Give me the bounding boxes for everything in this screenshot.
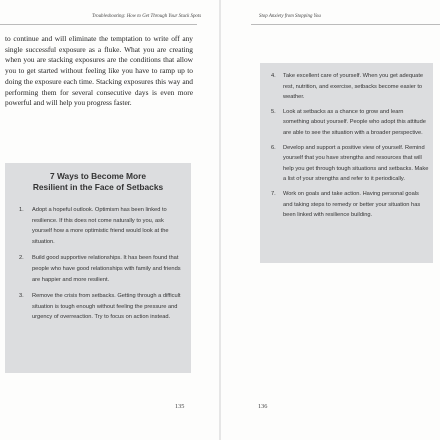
running-head: Troubleshooting: How to Get Through Your Stuck Spots [92, 14, 202, 19]
tip-text: Build good supportive relationships. It has been found that people who have good relationships with family and friends are happier and more resilient. [32, 255, 181, 283]
box-title [5, 163, 191, 192]
sidebar-box [5, 163, 191, 373]
tip-text: Work on goals and take action. Having personal goals and taking steps to remedy or better your situation has been linked with resilience building. [283, 190, 421, 219]
tip-item [19, 205, 182, 247]
tip-number: 5. [271, 108, 276, 115]
tip-text: Look at setbacks as a chance to grow and learn something about yourself. People who adopt this attitude are able to see the situation with a broader perspective. [283, 108, 426, 136]
tip-text: Remove the crisis from setbacks. Getting through a difficult situation is tough enough without feeling the pressure and urgency of overreaction. Try to focus on action instead. [32, 293, 181, 321]
header-rule [251, 24, 440, 25]
sidebar-box [260, 63, 433, 263]
page-number: 136 [258, 403, 268, 410]
tip-number: 4. [271, 73, 276, 79]
running-head: Stop Anxiety from Stopping You [259, 14, 321, 19]
left-page [0, 0, 219, 440]
tip-item [19, 291, 182, 323]
right-page [221, 0, 440, 440]
tip-number: 7. [271, 190, 276, 197]
tip-text: Take excellent care of yourself. When you get adequate rest, nutrition, and exercise, setbacks become easier to weather. [283, 73, 424, 101]
box-title-line: 7 Ways to Become More [49, 171, 147, 181]
tip-number: 2. [19, 255, 24, 262]
page-number: 135 [175, 403, 185, 410]
tip-list [271, 71, 429, 225]
tip-item [271, 143, 429, 185]
tip-number: 1. [19, 207, 24, 213]
tip-item [271, 107, 429, 139]
tip-item [271, 189, 429, 221]
tip-number: 3. [19, 293, 24, 300]
tip-text: Adopt a hopeful outlook. Optimism has been linked to resilience. If this does not come naturally to you, ask yourself how a more optimistic friend would look at the situation. [32, 207, 169, 245]
header-rule [0, 24, 197, 25]
tip-item [19, 253, 182, 285]
body-paragraph: to continue and will eliminate the temptation to write off any single successful exposure as a fluke. What you are creating when you are stacking exposures are the conditions that allow you to get started without feeling like you have to ramp up to doing the exposure each time. Stacking exposures this way and performing them for several consecutive days is even more powerful and will help you progress faster. [5, 34, 193, 108]
tip-number: 6. [271, 144, 276, 151]
tip-list [19, 205, 182, 329]
tip-item [271, 71, 429, 103]
tip-text: Develop and support a positive view of yourself. Remind yourself that you have strengths and resources that will help you get through tough situations and setbacks. Make a list of your strengths and refer to it periodically. [283, 144, 429, 183]
box-title-line: Resilient in the Face of Setbacks [32, 181, 164, 192]
